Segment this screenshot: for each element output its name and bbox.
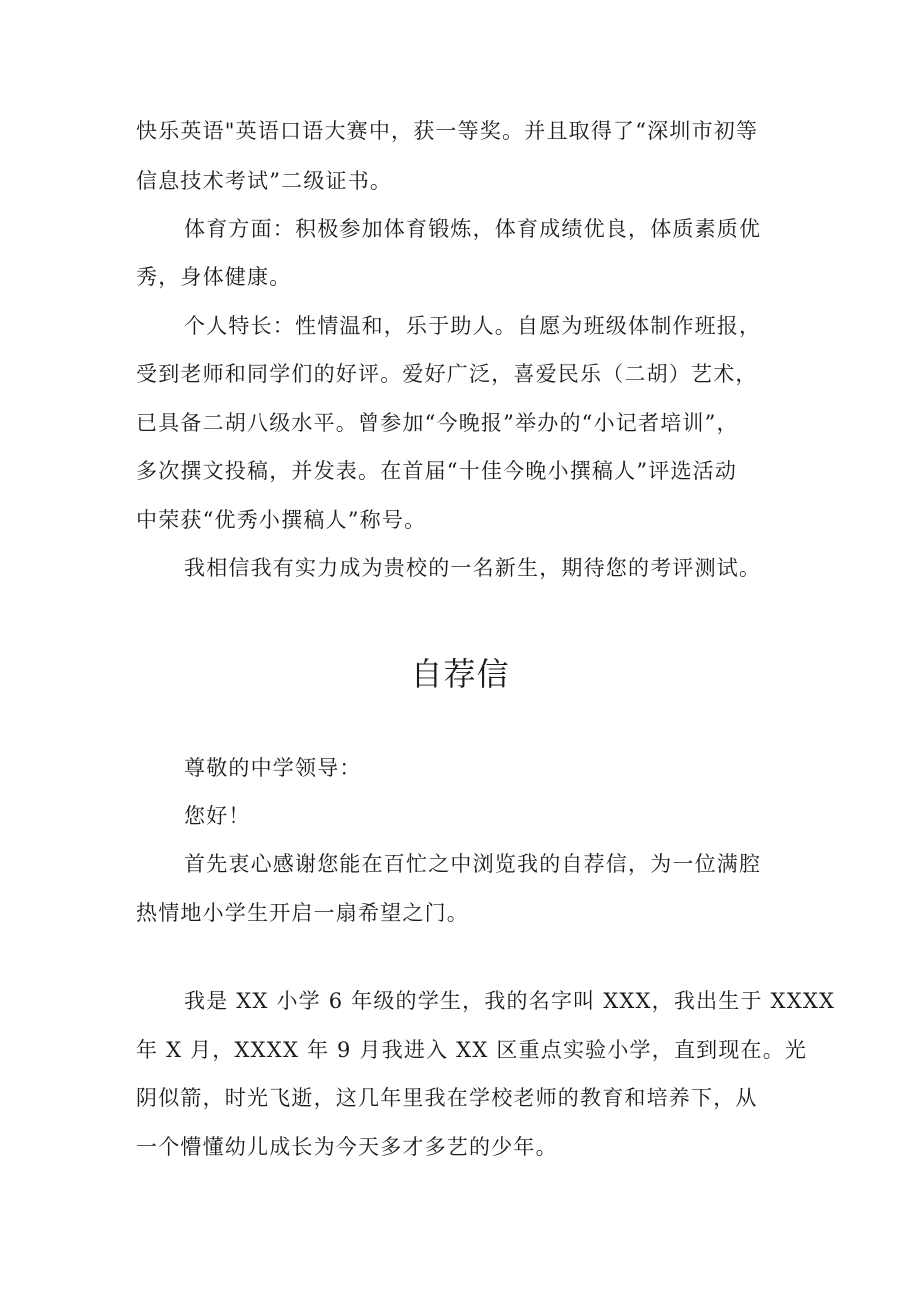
paragraph-line: 信息技术考试”二级证书。 [136,169,393,193]
intro-paragraph-line: 首先衷心感谢您能在百忙之中浏览我的自荐信，为一位满腔 [184,852,762,876]
closing-paragraph: 我相信我有实力成为贵校的一名新生，期待您的考评测试。 [184,556,762,580]
specialty-paragraph-line: 中荣获“优秀小撰稿人”称号。 [136,508,427,532]
paragraph-line: 快乐英语"英语口语大赛中，获一等奖。并且取得了“深圳市初等 [136,119,759,143]
bio-paragraph-line: 年 X 月，XXXX 年 9 月我进入 XX 区重点实验小学，直到现在。光 [136,1038,808,1062]
letter-title: 自荐信 [410,655,510,693]
sports-paragraph-line: 体育方面：积极参加体育锻炼，体育成绩优良，体质素质优 [184,217,762,241]
specialty-paragraph-line: 已具备二胡八级水平。曾参加“今晚报”举办的“小记者培训”， [136,411,739,435]
bio-paragraph-line: 一个懵懂幼儿成长为今天多才多艺的少年。 [136,1135,558,1159]
bio-paragraph-line: 我是 XX 小学 6 年级的学生，我的名字叫 XXX，我出生于 XXXX [184,989,836,1013]
specialty-paragraph-line: 受到老师和同学们的好评。爱好广泛，喜爱民乐（二胡）艺术， [136,362,758,386]
intro-paragraph-line: 热情地小学生开启一扇希望之门。 [136,901,469,925]
salutation: 尊敬的中学领导： [184,756,362,780]
specialty-paragraph-line: 个人特长：性情温和，乐于助人。自愿为班级体制作班报， [184,314,762,338]
greeting: 您好！ [184,804,251,828]
sports-paragraph-line: 秀，身体健康。 [136,265,292,289]
bio-paragraph-line: 阴似箭，时光飞逝，这几年里我在学校老师的教育和培养下，从 [136,1086,758,1110]
specialty-paragraph-line: 多次撰文投稿，并发表。在首届“十佳今晚小撰稿人”评选活动 [136,459,738,483]
